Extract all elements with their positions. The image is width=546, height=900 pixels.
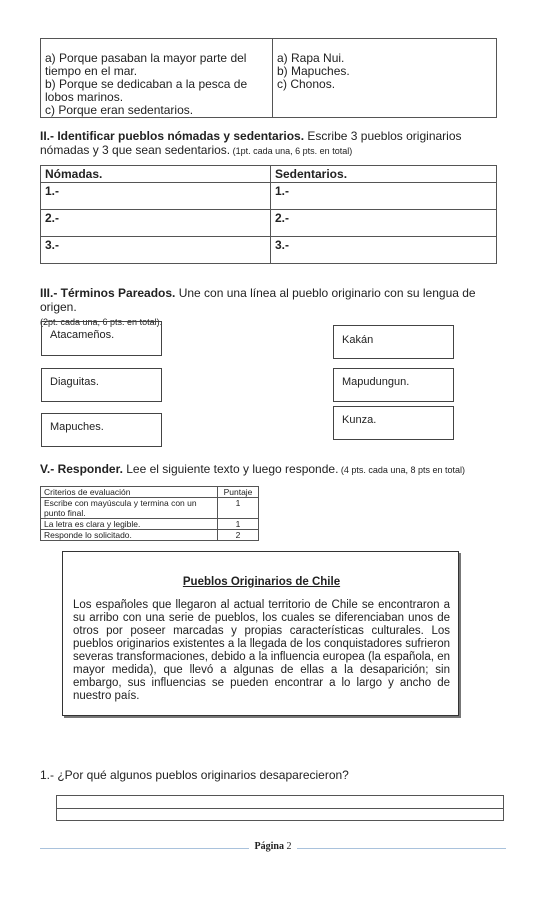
options-left-cell [41,39,273,118]
criteria-table [40,486,259,541]
criteria-cell: Escribe con mayúscula y termina con un punto final. [41,498,218,519]
section2-instructions: Escribe 3 pueblos originarios nómadas y 3 que sean sedentarios. [40,129,462,157]
page-footer [0,841,546,852]
question-1: 1.- ¿Por qué algunos pueblos originarios desaparecieron? [40,768,349,782]
language-box[interactable]: Mapudungun. [333,368,454,402]
language-box[interactable]: Kakán [333,325,454,359]
reading-box [62,551,459,716]
section3-instructions: Une con una línea al pueblo originario con su lengua de origen. [40,286,476,314]
reading-body: Los españoles que llegaron al actual territorio de Chile se encontraron a su arribo con una serie de pueblos, los cuales se diferenciaban unos de otros por poseer marcadas y propias características culturales. Los pueblos originarios existentes a la llegada de los conquistadores sufrieron severas transformaciones, debido a la influencia europea (la española, en mayor medida), que llevó a algunas de ellas a la desaparición; sin embargo, sus influencias se pueden encontrar a lo largo y ancho de nuestro país. [73,599,450,702]
answer-lines[interactable] [56,795,504,821]
section5-title: V.- Responder. [40,462,123,476]
criteria-cell: Responde lo solicitado. [41,530,218,541]
option-line: c) Chonos. [277,77,336,91]
option-line: b) Porque se dedicaban a la pesca de [45,77,248,91]
answer-cell[interactable]: 2.- [41,210,271,237]
answer-cell[interactable]: 1.- [271,183,497,210]
answer-divider [57,808,503,809]
option-line: b) Mapuches. [277,64,350,78]
people-box[interactable]: Mapuches. [41,413,162,447]
section3-title: III.- Términos Pareados. [40,286,176,300]
page-label: Página [254,841,284,852]
options-right-cell [273,39,497,118]
option-line: a) Rapa Nui. [277,51,345,65]
answer-cell[interactable]: 3.- [41,237,271,264]
answer-cell[interactable]: 3.- [271,237,497,264]
header-sedentarios: Sedentarios. [271,166,497,183]
criteria-header: Criterios de evaluación [41,487,218,498]
option-line: a) Porque pasaban la mayor parte del [45,51,247,65]
criteria-cell: La letra es clara y legible. [41,519,218,530]
answer-cell[interactable]: 1.- [41,183,271,210]
section5-heading [40,462,510,477]
people-box[interactable]: Atacameños. [41,321,162,356]
language-box[interactable]: Kunza. [333,406,454,440]
score-cell: 1 [218,498,259,519]
page-number: 2 [286,841,292,852]
section5-instructions: Lee el siguiente texto y luego responde. [122,462,339,476]
score-cell: 2 [218,530,259,541]
score-header: Puntaje [218,487,259,498]
option-line: tiempo en el mar. [45,64,138,78]
option-line: c) Porque eran sedentarios. [45,103,194,117]
section2-points: (1pt. cada una, 6 pts. en total) [230,146,353,156]
answer-cell[interactable]: 2.- [271,210,497,237]
nomadas-sedentarios-table [40,165,497,264]
section2-title: II.- Identificar pueblos nómadas y sedentarios. [40,129,305,143]
options-table [40,38,497,118]
section3-points: (2pt. cada una, 6 pts. en total). [40,317,163,327]
people-box[interactable]: Diaguitas. [41,368,162,402]
reading-title: Pueblos Originarios de Chile [182,576,341,588]
score-cell: 1 [218,519,259,530]
option-line: lobos marinos. [45,90,124,104]
header-nomadas: Nómadas. [41,166,271,183]
section2-heading [40,129,500,158]
section5-points: (4 pts. cada una, 8 pts en total) [338,465,465,475]
